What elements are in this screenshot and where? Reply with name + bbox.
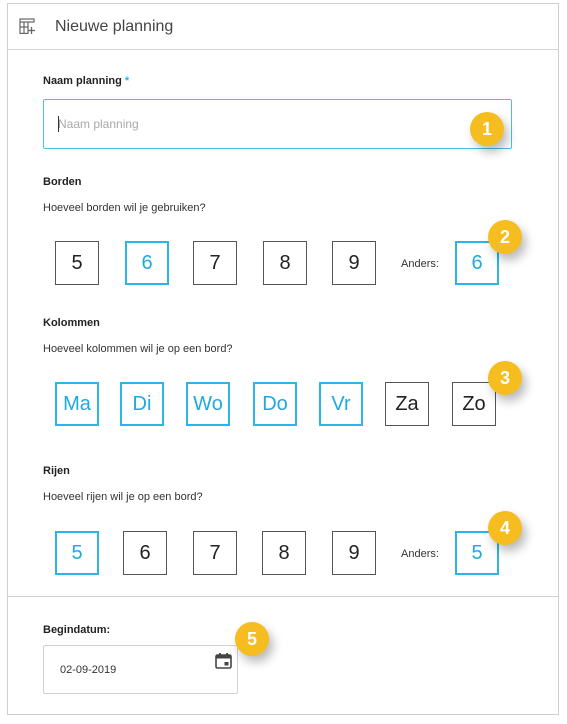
rijen-question: Hoeveel rijen wil je op een bord? (43, 491, 203, 503)
step-badge-1: 1 (470, 112, 504, 146)
step-badge-4: 4 (488, 511, 522, 545)
borden-anders-input[interactable]: 6 (455, 241, 499, 285)
kolom-option-ma[interactable]: Ma (55, 382, 99, 426)
begindatum-value: 02-09-2019 (60, 664, 117, 676)
rijen-anders-input[interactable]: 5 (455, 531, 499, 575)
borden-option-6[interactable]: 6 (125, 241, 169, 285)
required-mark: * (124, 75, 130, 87)
rijen-option-9[interactable]: 9 (332, 531, 376, 575)
rijen-option-8[interactable]: 8 (262, 531, 306, 575)
begindatum-input[interactable] (43, 645, 238, 694)
kolom-option-wo[interactable]: Wo (186, 382, 230, 426)
rijen-label: Rijen (43, 465, 70, 477)
step-badge-5: 5 (235, 622, 269, 656)
text-cursor (58, 116, 59, 132)
form-header (8, 4, 558, 50)
kolom-option-zo[interactable]: Zo (452, 382, 496, 426)
borden-option-5[interactable]: 5 (55, 241, 99, 285)
calendar-icon[interactable] (215, 652, 232, 669)
borden-label: Borden (43, 176, 82, 188)
kolommen-question: Hoeveel kolommen wil je op een bord? (43, 343, 233, 355)
step-badge-3: 3 (488, 361, 522, 395)
rijen-option-5[interactable]: 5 (55, 531, 99, 575)
page-title: Nieuwe planning (55, 18, 174, 35)
rijen-option-7[interactable]: 7 (193, 531, 237, 575)
rijen-option-6[interactable]: 6 (123, 531, 167, 575)
borden-option-7[interactable]: 7 (193, 241, 237, 285)
kolom-option-di[interactable]: Di (120, 382, 164, 426)
name-label (43, 75, 129, 87)
kolom-option-za[interactable]: Za (385, 382, 429, 426)
borden-question: Hoeveel borden wil je gebruiken? (43, 202, 206, 214)
borden-option-9[interactable]: 9 (332, 241, 376, 285)
kolom-option-do[interactable]: Do (253, 382, 297, 426)
table-add-icon (19, 18, 37, 36)
rijen-anders-label: Anders: (401, 548, 439, 560)
kolommen-label: Kolommen (43, 317, 100, 329)
borden-option-8[interactable]: 8 (263, 241, 307, 285)
planning-name-input[interactable] (43, 99, 512, 149)
planning-form (7, 3, 559, 715)
section-divider (8, 596, 558, 597)
borden-anders-label: Anders: (401, 258, 439, 270)
name-label-text: Naam planning (43, 75, 122, 87)
kolom-option-vr[interactable]: Vr (319, 382, 363, 426)
begindatum-label: Begindatum: (43, 624, 111, 636)
step-badge-2: 2 (488, 220, 522, 254)
